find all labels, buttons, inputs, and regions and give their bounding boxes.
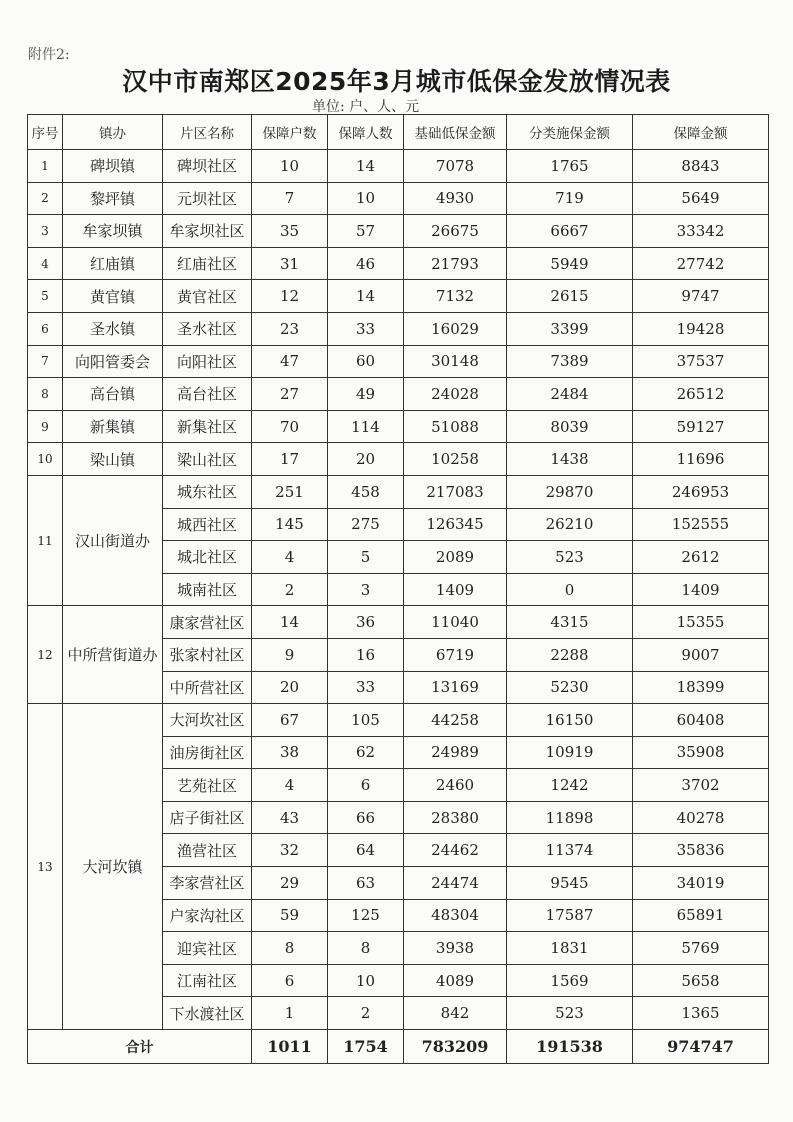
cell-basic: 842 — [404, 997, 507, 1030]
cell-no: 7 — [28, 345, 63, 378]
cell-classified: 2288 — [507, 638, 633, 671]
cell-total: 60408 — [633, 704, 769, 737]
cell-people: 62 — [328, 736, 404, 769]
cell-area: 黄官社区 — [163, 280, 252, 313]
cell-basic: 1409 — [404, 573, 507, 606]
cell-households: 20 — [252, 671, 328, 704]
cell-basic: 26675 — [404, 215, 507, 248]
cell-area: 康家营社区 — [163, 606, 252, 639]
cell-area: 城北社区 — [163, 541, 252, 574]
cell-no: 3 — [28, 215, 63, 248]
cell-classified: 9545 — [507, 867, 633, 900]
cell-town: 圣水镇 — [63, 312, 163, 345]
cell-people: 2 — [328, 997, 404, 1030]
cell-area: 红庙社区 — [163, 247, 252, 280]
cell-area: 碑坝社区 — [163, 150, 252, 183]
cell-area: 向阳社区 — [163, 345, 252, 378]
cell-area: 城南社区 — [163, 573, 252, 606]
cell-total: 18399 — [633, 671, 769, 704]
cell-basic: 7132 — [404, 280, 507, 313]
table-row — [28, 247, 769, 280]
cell-people: 10 — [328, 964, 404, 997]
cell-total: 34019 — [633, 867, 769, 900]
cell-basic: 44258 — [404, 704, 507, 737]
table-row — [28, 280, 769, 313]
cell-total: 35908 — [633, 736, 769, 769]
cell-total: 1365 — [633, 997, 769, 1030]
cell-people: 125 — [328, 899, 404, 932]
cell-households: 9 — [252, 638, 328, 671]
cell-basic: 24474 — [404, 867, 507, 900]
cell-basic: 126345 — [404, 508, 507, 541]
cell-no: 5 — [28, 280, 63, 313]
cell-people: 66 — [328, 801, 404, 834]
cell-people: 105 — [328, 704, 404, 737]
cell-total: 9747 — [633, 280, 769, 313]
cell-classified: 0 — [507, 573, 633, 606]
cell-total: 26512 — [633, 378, 769, 411]
cell-households: 1 — [252, 997, 328, 1030]
table-row — [28, 215, 769, 248]
cell-households: 43 — [252, 801, 328, 834]
cell-classified: 11374 — [507, 834, 633, 867]
cell-area: 元坝社区 — [163, 182, 252, 215]
cell-total: 9007 — [633, 638, 769, 671]
cell-town: 汉山街道办 — [63, 475, 163, 605]
cell-households: 35 — [252, 215, 328, 248]
cell-total: 65891 — [633, 899, 769, 932]
cell-basic: 30148 — [404, 345, 507, 378]
table-row — [28, 704, 769, 737]
attachment-label: 附件2: — [28, 47, 70, 63]
cell-people: 46 — [328, 247, 404, 280]
cell-no: 13 — [28, 704, 63, 1030]
cell-total: 3702 — [633, 769, 769, 802]
cell-total: 37537 — [633, 345, 769, 378]
cell-area: 艺苑社区 — [163, 769, 252, 802]
cell-households: 12 — [252, 280, 328, 313]
cell-households: 4 — [252, 769, 328, 802]
table-row — [28, 606, 769, 639]
cell-classified: 5949 — [507, 247, 633, 280]
table-row — [28, 378, 769, 411]
cell-area: 牟家坝社区 — [163, 215, 252, 248]
column-header: 保障人数 — [328, 115, 404, 150]
cell-area: 城东社区 — [163, 475, 252, 508]
cell-total: 15355 — [633, 606, 769, 639]
cell-total: 5658 — [633, 964, 769, 997]
cell-classified: 8039 — [507, 410, 633, 443]
cell-basic: 217083 — [404, 475, 507, 508]
cell-classified: 1831 — [507, 932, 633, 965]
cell-area: 中所营社区 — [163, 671, 252, 704]
cell-area: 新集社区 — [163, 410, 252, 443]
cell-total: 27742 — [633, 247, 769, 280]
cell-basic: 24989 — [404, 736, 507, 769]
cell-people: 57 — [328, 215, 404, 248]
cell-total: 40278 — [633, 801, 769, 834]
cell-households: 8 — [252, 932, 328, 965]
cell-classified: 26210 — [507, 508, 633, 541]
cell-basic: 3938 — [404, 932, 507, 965]
cell-households: 4 — [252, 541, 328, 574]
column-header: 片区名称 — [163, 115, 252, 150]
header-row — [28, 115, 769, 150]
cell-people: 5 — [328, 541, 404, 574]
table-row — [28, 312, 769, 345]
table-row — [28, 182, 769, 215]
cell-people: 63 — [328, 867, 404, 900]
cell-classified: 523 — [507, 997, 633, 1030]
cell-classified: 523 — [507, 541, 633, 574]
cell-basic: 28380 — [404, 801, 507, 834]
cell-basic: 4089 — [404, 964, 507, 997]
cell-people: 275 — [328, 508, 404, 541]
cell-area: 大河坎社区 — [163, 704, 252, 737]
cell-area: 高台社区 — [163, 378, 252, 411]
unit-note: 单位: 户、人、元 — [312, 99, 420, 115]
cell-households: 47 — [252, 345, 328, 378]
cell-basic: 24028 — [404, 378, 507, 411]
cell-basic: 11040 — [404, 606, 507, 639]
cell-total: 8843 — [633, 150, 769, 183]
cell-basic: 2089 — [404, 541, 507, 574]
cell-classified: 10919 — [507, 736, 633, 769]
table-row — [28, 443, 769, 476]
cell-basic: 7078 — [404, 150, 507, 183]
cell-households: 67 — [252, 704, 328, 737]
cell-people: 60 — [328, 345, 404, 378]
cell-basic: 4930 — [404, 182, 507, 215]
cell-no: 6 — [28, 312, 63, 345]
cell-town: 黄官镇 — [63, 280, 163, 313]
cell-people: 8 — [328, 932, 404, 965]
cell-area: 油房街社区 — [163, 736, 252, 769]
cell-classified: 719 — [507, 182, 633, 215]
cell-people: 33 — [328, 671, 404, 704]
cell-people: 20 — [328, 443, 404, 476]
table-row — [28, 150, 769, 183]
cell-basic: 10258 — [404, 443, 507, 476]
cell-people: 3 — [328, 573, 404, 606]
table-row — [28, 410, 769, 443]
cell-area: 户家沟社区 — [163, 899, 252, 932]
cell-town: 大河坎镇 — [63, 704, 163, 1030]
cell-town: 牟家坝镇 — [63, 215, 163, 248]
cell-classified: 5230 — [507, 671, 633, 704]
cell-total: 11696 — [633, 443, 769, 476]
cell-basic: 13169 — [404, 671, 507, 704]
cell-people: 6 — [328, 769, 404, 802]
table-body — [28, 150, 769, 1064]
column-header: 基础低保金额 — [404, 115, 507, 150]
cell-area: 圣水社区 — [163, 312, 252, 345]
page-title: 汉中市南郑区2025年3月城市低保金发放情况表 — [122, 67, 671, 96]
cell-households: 14 — [252, 606, 328, 639]
total-label: 合计 — [28, 1030, 252, 1064]
cell-area: 迎宾社区 — [163, 932, 252, 965]
cell-people: 1754 — [328, 1030, 404, 1064]
cell-no: 11 — [28, 475, 63, 605]
cell-people: 14 — [328, 280, 404, 313]
cell-households: 145 — [252, 508, 328, 541]
cell-people: 33 — [328, 312, 404, 345]
cell-town: 新集镇 — [63, 410, 163, 443]
cell-classified: 2484 — [507, 378, 633, 411]
cell-total: 2612 — [633, 541, 769, 574]
cell-households: 10 — [252, 150, 328, 183]
cell-people: 49 — [328, 378, 404, 411]
cell-no: 9 — [28, 410, 63, 443]
cell-no: 10 — [28, 443, 63, 476]
cell-basic: 24462 — [404, 834, 507, 867]
cell-classified: 17587 — [507, 899, 633, 932]
cell-people: 64 — [328, 834, 404, 867]
cell-total: 33342 — [633, 215, 769, 248]
cell-area: 渔营社区 — [163, 834, 252, 867]
cell-total: 5769 — [633, 932, 769, 965]
cell-people: 458 — [328, 475, 404, 508]
cell-people: 16 — [328, 638, 404, 671]
cell-area: 下水渡社区 — [163, 997, 252, 1030]
column-header: 分类施保金额 — [507, 115, 633, 150]
cell-classified: 16150 — [507, 704, 633, 737]
cell-town: 向阳管委会 — [63, 345, 163, 378]
cell-total: 1409 — [633, 573, 769, 606]
cell-classified: 7389 — [507, 345, 633, 378]
cell-total: 19428 — [633, 312, 769, 345]
cell-classified: 1765 — [507, 150, 633, 183]
cell-no: 12 — [28, 606, 63, 704]
cell-basic: 783209 — [404, 1030, 507, 1064]
cell-total: 974747 — [633, 1030, 769, 1064]
cell-total: 152555 — [633, 508, 769, 541]
cell-area: 张家村社区 — [163, 638, 252, 671]
cell-classified: 4315 — [507, 606, 633, 639]
cell-no: 4 — [28, 247, 63, 280]
cell-households: 38 — [252, 736, 328, 769]
column-header: 保障金额 — [633, 115, 769, 150]
cell-classified: 2615 — [507, 280, 633, 313]
column-header: 序号 — [28, 115, 63, 150]
cell-households: 6 — [252, 964, 328, 997]
cell-area: 梁山社区 — [163, 443, 252, 476]
cell-town: 黎坪镇 — [63, 182, 163, 215]
cell-basic: 48304 — [404, 899, 507, 932]
cell-households: 2 — [252, 573, 328, 606]
column-header: 镇办 — [63, 115, 163, 150]
cell-households: 27 — [252, 378, 328, 411]
cell-area: 店子街社区 — [163, 801, 252, 834]
cell-classified: 1438 — [507, 443, 633, 476]
table-row — [28, 475, 769, 508]
cell-classified: 6667 — [507, 215, 633, 248]
cell-people: 114 — [328, 410, 404, 443]
cell-area: 江南社区 — [163, 964, 252, 997]
cell-households: 1011 — [252, 1030, 328, 1064]
cell-households: 7 — [252, 182, 328, 215]
cell-households: 251 — [252, 475, 328, 508]
cell-town: 高台镇 — [63, 378, 163, 411]
total-row — [28, 1030, 769, 1064]
cell-total: 5649 — [633, 182, 769, 215]
column-header: 保障户数 — [252, 115, 328, 150]
cell-no: 2 — [28, 182, 63, 215]
table-row — [28, 345, 769, 378]
cell-people: 10 — [328, 182, 404, 215]
cell-area: 李家营社区 — [163, 867, 252, 900]
cell-town: 碑坝镇 — [63, 150, 163, 183]
cell-classified: 3399 — [507, 312, 633, 345]
cell-households: 32 — [252, 834, 328, 867]
cell-area: 城西社区 — [163, 508, 252, 541]
cell-no: 1 — [28, 150, 63, 183]
cell-town: 中所营街道办 — [63, 606, 163, 704]
cell-town: 红庙镇 — [63, 247, 163, 280]
cell-no: 8 — [28, 378, 63, 411]
cell-households: 59 — [252, 899, 328, 932]
cell-people: 36 — [328, 606, 404, 639]
cell-basic: 2460 — [404, 769, 507, 802]
cell-total: 246953 — [633, 475, 769, 508]
cell-classified: 11898 — [507, 801, 633, 834]
cell-classified: 29870 — [507, 475, 633, 508]
cell-basic: 6719 — [404, 638, 507, 671]
cell-households: 17 — [252, 443, 328, 476]
cell-people: 14 — [328, 150, 404, 183]
cell-basic: 51088 — [404, 410, 507, 443]
cell-households: 31 — [252, 247, 328, 280]
cell-households: 29 — [252, 867, 328, 900]
cell-town: 梁山镇 — [63, 443, 163, 476]
cell-classified: 1242 — [507, 769, 633, 802]
cell-households: 23 — [252, 312, 328, 345]
cell-basic: 21793 — [404, 247, 507, 280]
cell-classified: 191538 — [507, 1030, 633, 1064]
cell-households: 70 — [252, 410, 328, 443]
cell-total: 35836 — [633, 834, 769, 867]
cell-basic: 16029 — [404, 312, 507, 345]
cell-classified: 1569 — [507, 964, 633, 997]
cell-total: 59127 — [633, 410, 769, 443]
allowance-table — [27, 114, 769, 1064]
